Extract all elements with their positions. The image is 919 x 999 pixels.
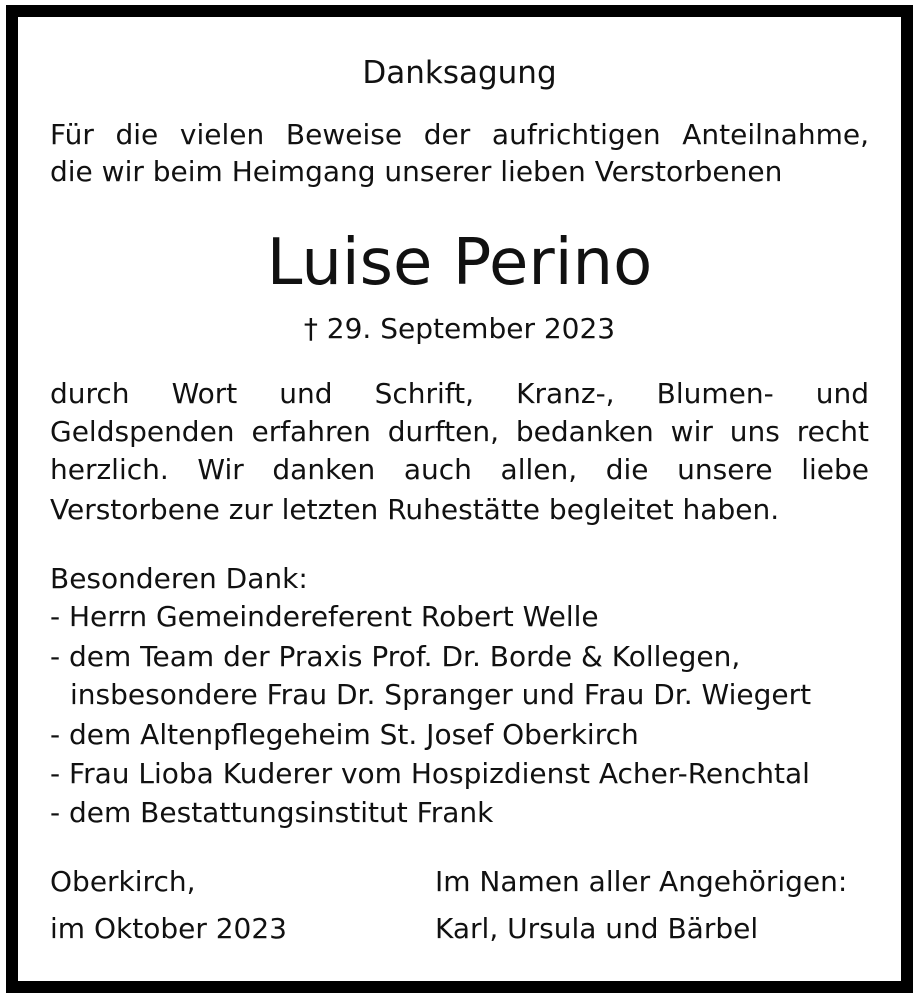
thanks-list-item-continuation: insbesondere Frau Dr. Spranger und Frau Dr. Wiegert	[70, 678, 812, 711]
intro-line-1: Für die vielen Beweise der aufrichtigen Anteilnahme,	[50, 118, 869, 151]
body-line-4: Verstorbene zur letzten Ruhestätte begleitet haben.	[50, 493, 780, 526]
body-line-1: durch Wort und Schrift, Kranz-, Blumen- und	[50, 377, 869, 410]
thanks-list-item: - dem Altenpflegeheim St. Josef Oberkirch	[50, 718, 639, 751]
thanks-list-item: - dem Bestattungsinstitut Frank	[50, 796, 494, 829]
thanks-list-item: - Herrn Gemeindereferent Robert Welle	[50, 600, 599, 633]
heading: Danksagung	[362, 55, 557, 91]
footer-signatories: Karl, Ursula und Bärbel	[435, 912, 759, 945]
thanks-list-item: - Frau Lioba Kuderer vom Hospizdienst Acher-Renchtal	[50, 757, 810, 790]
footer-on-behalf: Im Namen aller Angehörigen:	[435, 865, 848, 898]
footer-date: im Oktober 2023	[50, 912, 287, 945]
body-line-2: Geldspenden erfahren durften, bedanken wir uns recht	[50, 415, 869, 448]
footer-place: Oberkirch,	[50, 865, 196, 898]
special-thanks-title: Besonderen Dank:	[50, 562, 308, 595]
body-line-3: herzlich. Wir danken auch allen, die unsere liebe	[50, 453, 869, 486]
deceased-name: Luise Perino	[266, 226, 653, 300]
death-date: † 29. September 2023	[303, 312, 616, 345]
intro-line-2: die wir beim Heimgang unserer lieben Verstorbenen	[50, 155, 783, 188]
thanks-list-item: - dem Team der Praxis Prof. Dr. Borde & Kollegen,	[50, 640, 741, 673]
